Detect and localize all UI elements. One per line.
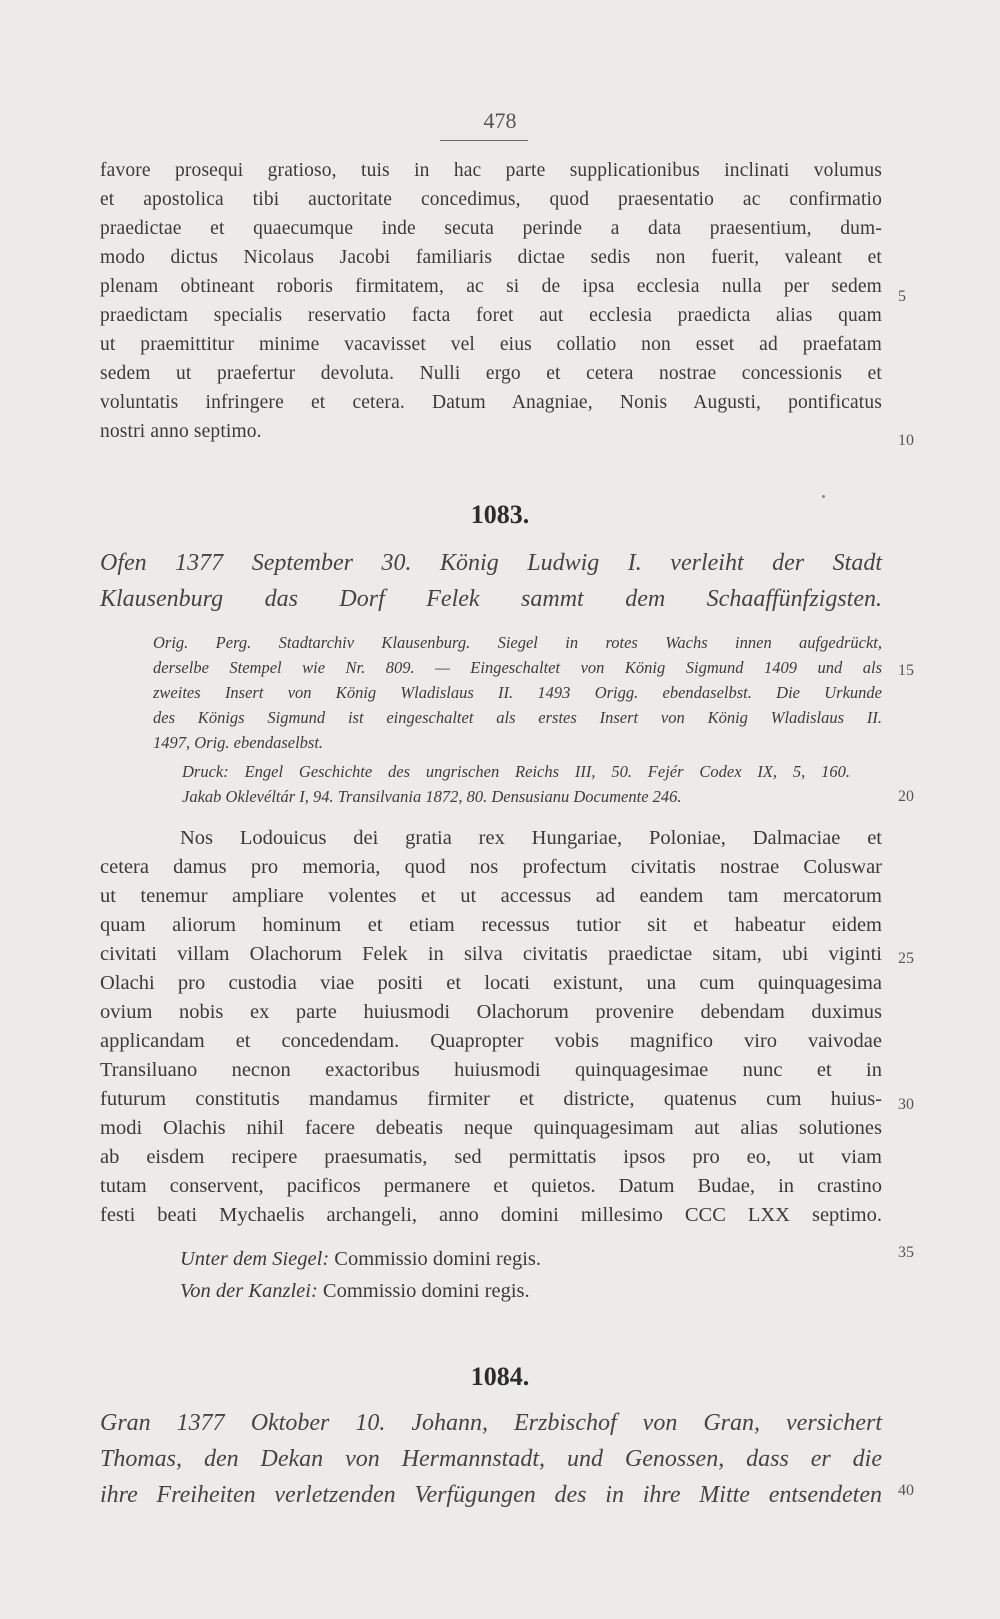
line-number: 20 bbox=[898, 788, 914, 805]
note-line: des Königs Sigmund ist eingeschaltet als erstes Insert von König Wladislaus II. bbox=[153, 708, 882, 727]
text-line: favore prosequi gratioso, tuis in hac parte supplicationibus inclinati volumus bbox=[100, 160, 882, 181]
line-number: 5 bbox=[898, 288, 906, 305]
text-line: ovium nobis ex parte huiusmodi Olachorum provenire debendam duximus bbox=[100, 1001, 882, 1023]
text-line: ut tenemur ampliare volentes et ut accessus ad eandem tam mercatorum bbox=[100, 885, 882, 907]
text-line: sedem ut praefertur devoluta. Nulli ergo et cetera nostrae concessionis et bbox=[100, 363, 882, 384]
text-line: voluntatis infringere et cetera. Datum Anagniae, Nonis Augusti, pontificatus bbox=[100, 392, 882, 413]
text-line: tutam conservent, pacificos permanere et quietos. Datum Budae, in crastino bbox=[100, 1175, 882, 1197]
chancery-text: Commissio domini regis. bbox=[322, 1280, 530, 1302]
text-line: plenam obtineant roboris firmitatem, ac si de ipsa ecclesia nulla per sedem bbox=[100, 276, 882, 297]
text-line: nostri anno septimo. bbox=[100, 421, 262, 442]
text-line: modo dictus Nicolaus Jacobi familiaris dictae sedis non fuerit, valeant et bbox=[100, 247, 882, 268]
regest-line: Klausenburg das Dorf Felek sammt dem Schaaffünfzigsten. bbox=[100, 586, 882, 612]
note-line: Jakab Oklevéltár I, 94. Transilvania 1872, 80. Densusianu Documente 246. bbox=[182, 787, 682, 806]
text-line: ab eisdem recipere praesumatis, sed permittatis ipsos pro eo, ut viam bbox=[100, 1146, 882, 1168]
line-number: 25 bbox=[898, 950, 914, 967]
text-line: Nos Lodouicus dei gratia rex Hungariae, Poloniae, Dalmaciae et bbox=[180, 827, 882, 849]
page-number: 478 bbox=[483, 108, 517, 133]
note-line: Orig. Perg. Stadtarchiv Klausenburg. Siegel in rotes Wachs innen aufgedrückt, bbox=[153, 633, 882, 652]
text-line: applicandam et concedendam. Quapropter vobis magnifico viro vaivodae bbox=[100, 1030, 882, 1052]
text-line: Olachi pro custodia viae positi et locati existunt, una cum quinquagesima bbox=[100, 972, 882, 994]
chancery-label: Von der Kanzlei: bbox=[180, 1280, 318, 1302]
line-number: 30 bbox=[898, 1096, 914, 1113]
chancery-note bbox=[180, 1280, 530, 1303]
seal-label: Unter dem Siegel: bbox=[180, 1248, 330, 1270]
text-line: et apostolica tibi auctoritate concedimus, quod praesentatio ac confirmatio bbox=[100, 189, 882, 210]
text-line: civitati villam Olachorum Felek in silva civitatis praedictae sitam, ubi viginti bbox=[100, 943, 882, 965]
text-line: futurum constitutis mandamus firmiter et districte, quatenus cum huius- bbox=[100, 1088, 882, 1110]
print-speck bbox=[822, 495, 825, 498]
text-line: praedictam specialis reservatio facta foret aut ecclesia praedicta alias quam bbox=[100, 305, 882, 326]
note-line: zweites Insert von König Wladislaus II. 1493 Origg. ebendaselbst. Die Urkunde bbox=[153, 683, 882, 702]
line-number: 35 bbox=[898, 1244, 914, 1261]
seal-text: Commissio domini regis. bbox=[334, 1248, 542, 1270]
text-line: modi Olachis nihil facere debeatis neque quinquagesimam aut alias solutiones bbox=[100, 1117, 882, 1139]
text-line: Transiluano necnon exactoribus huiusmodi quinquagesimae nunc et in bbox=[100, 1059, 882, 1081]
line-number: 15 bbox=[898, 662, 914, 679]
regest-line: Gran 1377 Oktober 10. Johann, Erzbischof von Gran, versichert bbox=[100, 1410, 882, 1436]
seal-note bbox=[180, 1248, 541, 1271]
note-line: Druck: Engel Geschichte des ungrischen Reichs III, 50. Fejér Codex IX, 5, 160. bbox=[182, 762, 850, 781]
document-number: 1083. bbox=[470, 500, 530, 529]
regest-line: Ofen 1377 September 30. König Ludwig I. verleiht der Stadt bbox=[100, 550, 882, 576]
regest-line: Thomas, den Dekan von Hermannstadt, und Genossen, dass er die bbox=[100, 1446, 882, 1472]
regest-line: ihre Freiheiten verletzenden Verfügungen des in ihre Mitte entsendeten bbox=[100, 1482, 882, 1508]
text-line: ut praemittitur minime vacavisset vel eius collatio non esset ad praefatam bbox=[100, 334, 882, 355]
text-line: cetera damus pro memoria, quod nos profectum civitatis nostrae Coluswar bbox=[100, 856, 882, 878]
page-number-rule bbox=[440, 140, 528, 141]
text-line: quam aliorum hominum et etiam recessus tutior sit et habeatur eidem bbox=[100, 914, 882, 936]
note-line: 1497, Orig. ebendaselbst. bbox=[153, 733, 324, 752]
text-line: praedictae et quaecumque inde secuta perinde a data praesentium, dum- bbox=[100, 218, 882, 239]
note-line: derselbe Stempel wie Nr. 809. — Eingeschaltet von König Sigmund 1409 und als bbox=[153, 658, 882, 677]
text-line: festi beati Mychaelis archangeli, anno domini millesimo CCC LXX septimo. bbox=[100, 1204, 882, 1226]
line-number: 40 bbox=[898, 1482, 914, 1499]
line-number: 10 bbox=[898, 432, 914, 449]
document-number: 1084. bbox=[470, 1362, 530, 1391]
